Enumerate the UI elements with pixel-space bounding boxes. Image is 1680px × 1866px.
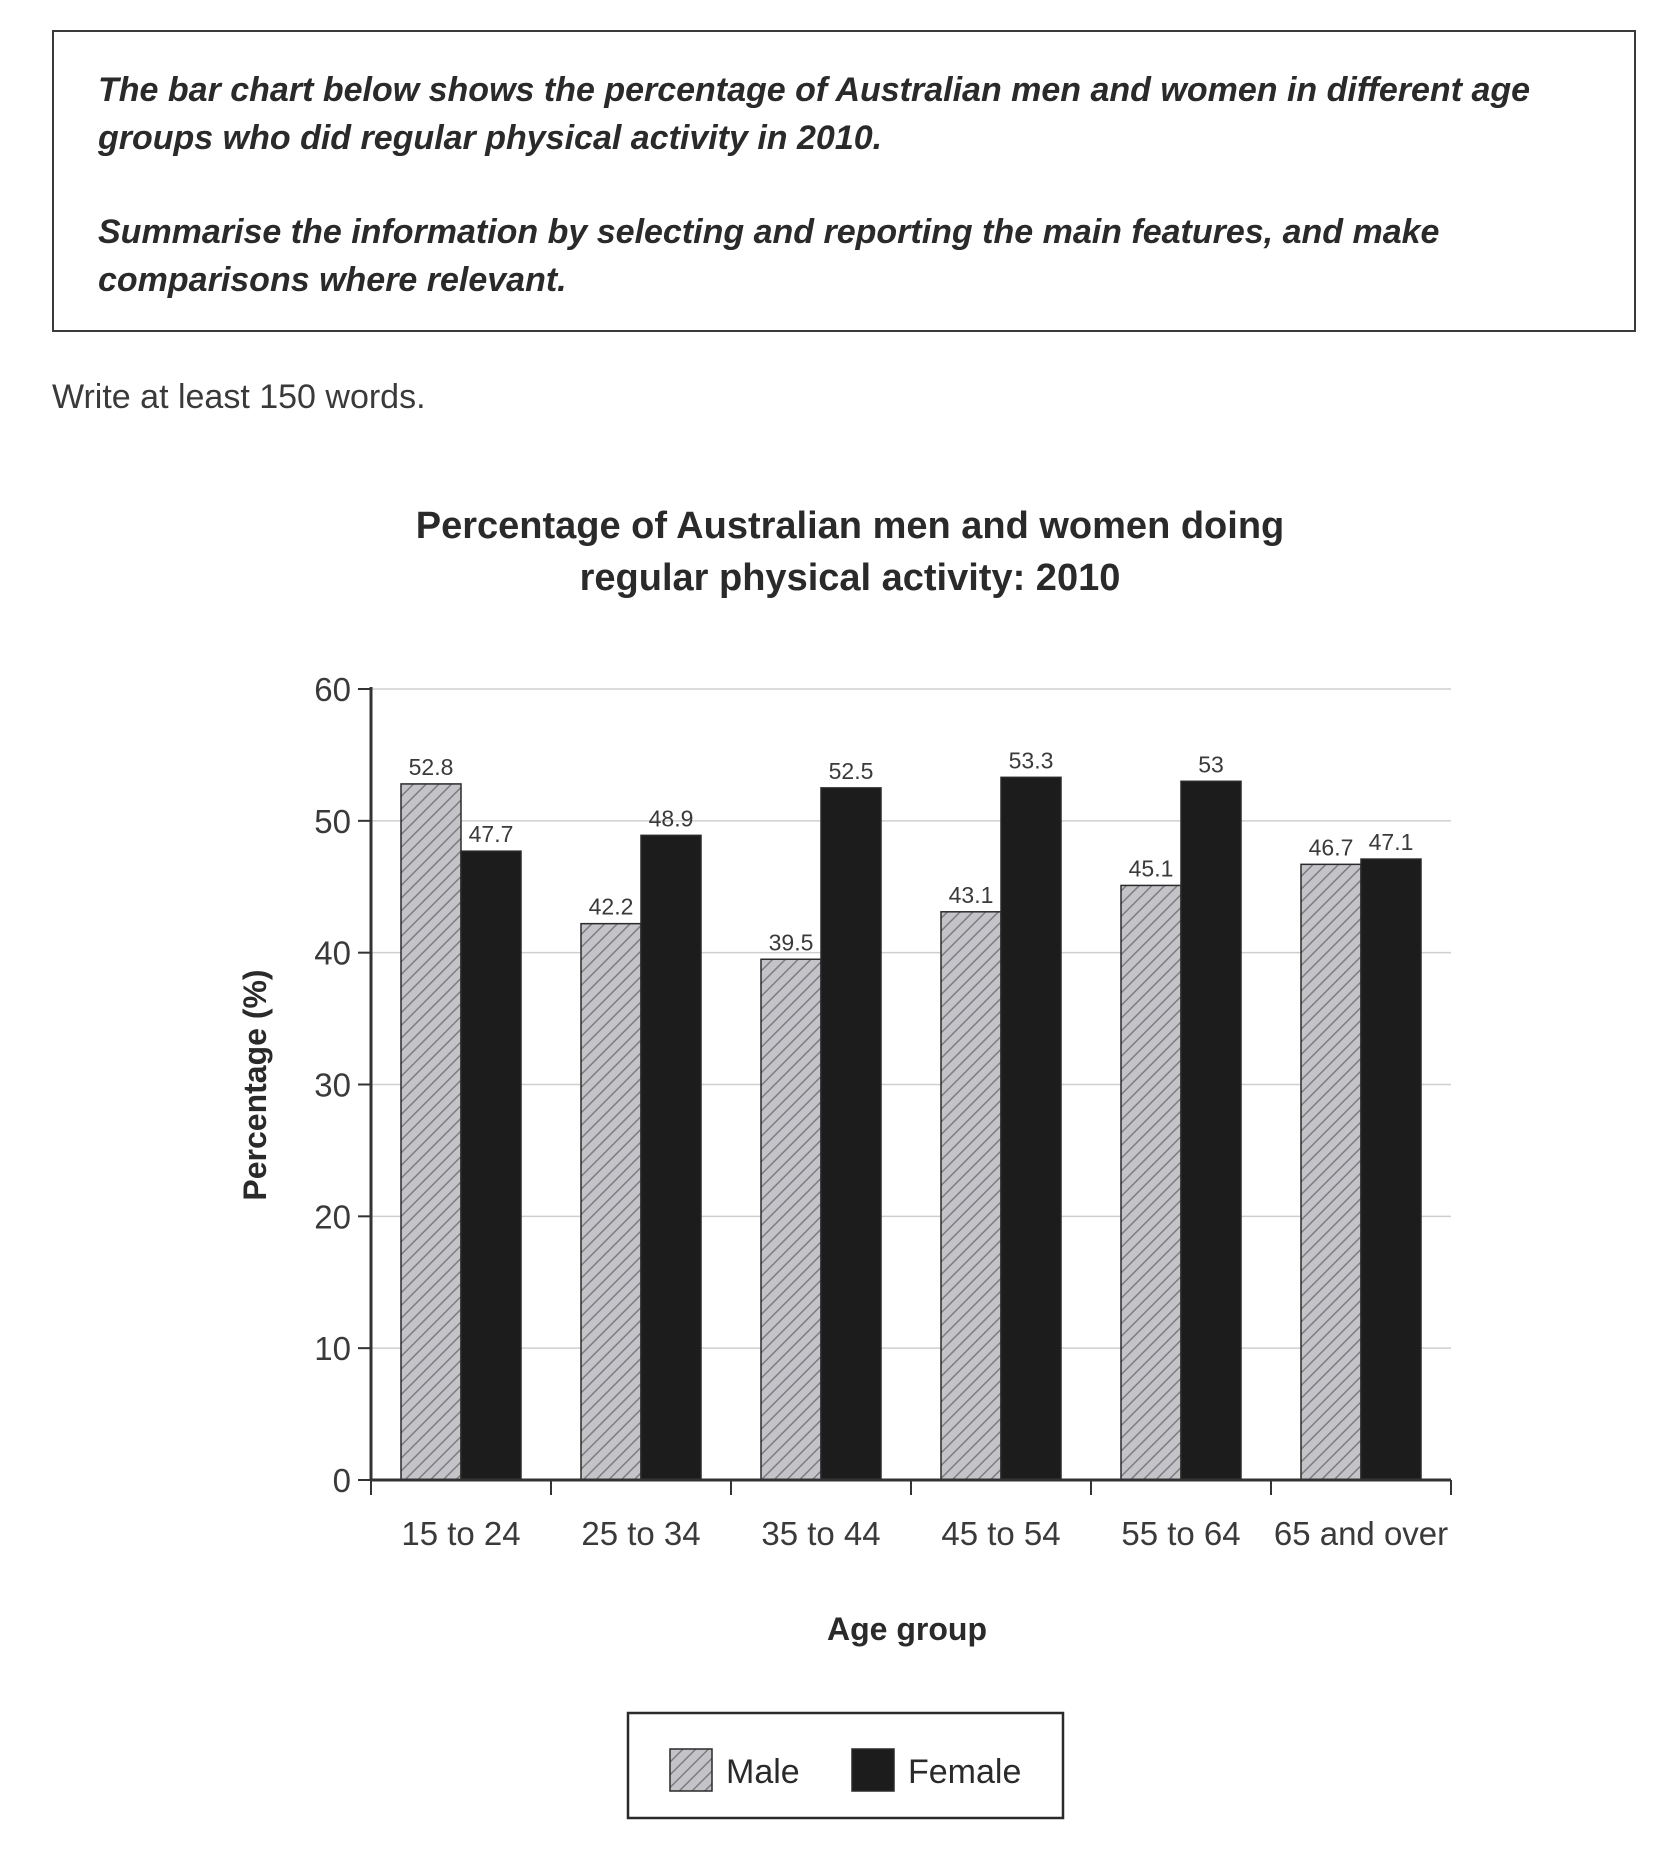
data-label: 46.7 [1308,834,1354,861]
bar-male [941,912,1001,1480]
task-prompt-paragraph-1: The bar chart below shows the percentage of Australian men and women in different age groups who did regular physical activity in 2010. [98,71,1531,157]
data-label: 39.5 [768,929,814,956]
y-tick-label: 50 [314,802,351,840]
legend-label-female: Female [908,1753,1022,1791]
chart-title-line: Percentage of Australian men and women doing [415,505,1285,547]
x-tick-label: 25 to 34 [581,1515,701,1552]
bar-female [1001,777,1061,1480]
x-tick-label: 45 to 54 [941,1515,1061,1552]
task-prompt-paragraph-2: Summarise the information by selecting and reporting the main features, and make comparisons where relevant. [98,213,1440,299]
gridlines [371,689,1451,1348]
y-tick-label: 20 [314,1198,351,1236]
legend-swatch-male [670,1749,712,1791]
word-count-instruction: Write at least 150 words. [52,378,426,416]
bar-male [1301,864,1361,1480]
data-label: 48.9 [648,805,694,832]
bars [401,777,1421,1480]
x-axis-title: Age group [827,1611,987,1647]
chart-title-line: regular physical activity: 2010 [579,557,1121,599]
data-label: 47.1 [1368,829,1414,856]
axes [358,687,1451,1495]
data-label: 42.2 [588,893,634,920]
data-label: 52.8 [408,753,454,780]
bar-male [1121,885,1181,1480]
legend [628,1713,1063,1818]
chart-title [416,505,1285,599]
data-label: 43.1 [948,881,994,908]
bar-male [761,959,821,1480]
x-tick-label: 65 and over [1273,1515,1449,1552]
y-tick-label: 10 [314,1330,351,1368]
y-tick-label: 40 [314,934,351,972]
bar-male [401,784,461,1480]
y-tick-label: 60 [314,671,351,708]
data-label: 47.7 [468,821,514,848]
bar-female [641,835,701,1480]
x-tick-label: 15 to 24 [401,1515,521,1552]
y-tick-label: 30 [314,1066,351,1104]
data-label: 52.5 [828,757,874,784]
y-tick-label: 0 [332,1462,351,1499]
bar-female [461,851,521,1480]
data-label: 53 [1198,751,1224,778]
x-tick-label: 35 to 44 [761,1515,881,1552]
bar-female [1181,781,1241,1480]
bar-female [821,788,881,1480]
legend-label-male: Male [726,1753,800,1791]
legend-swatch-female [852,1749,894,1791]
y-axis-title: Percentage (%) [237,969,273,1201]
data-label: 53.3 [1008,747,1054,774]
bar-male [581,924,641,1480]
bar-female [1361,859,1421,1480]
data-label: 45.1 [1128,855,1174,882]
x-tick-label: 55 to 64 [1121,1515,1241,1552]
